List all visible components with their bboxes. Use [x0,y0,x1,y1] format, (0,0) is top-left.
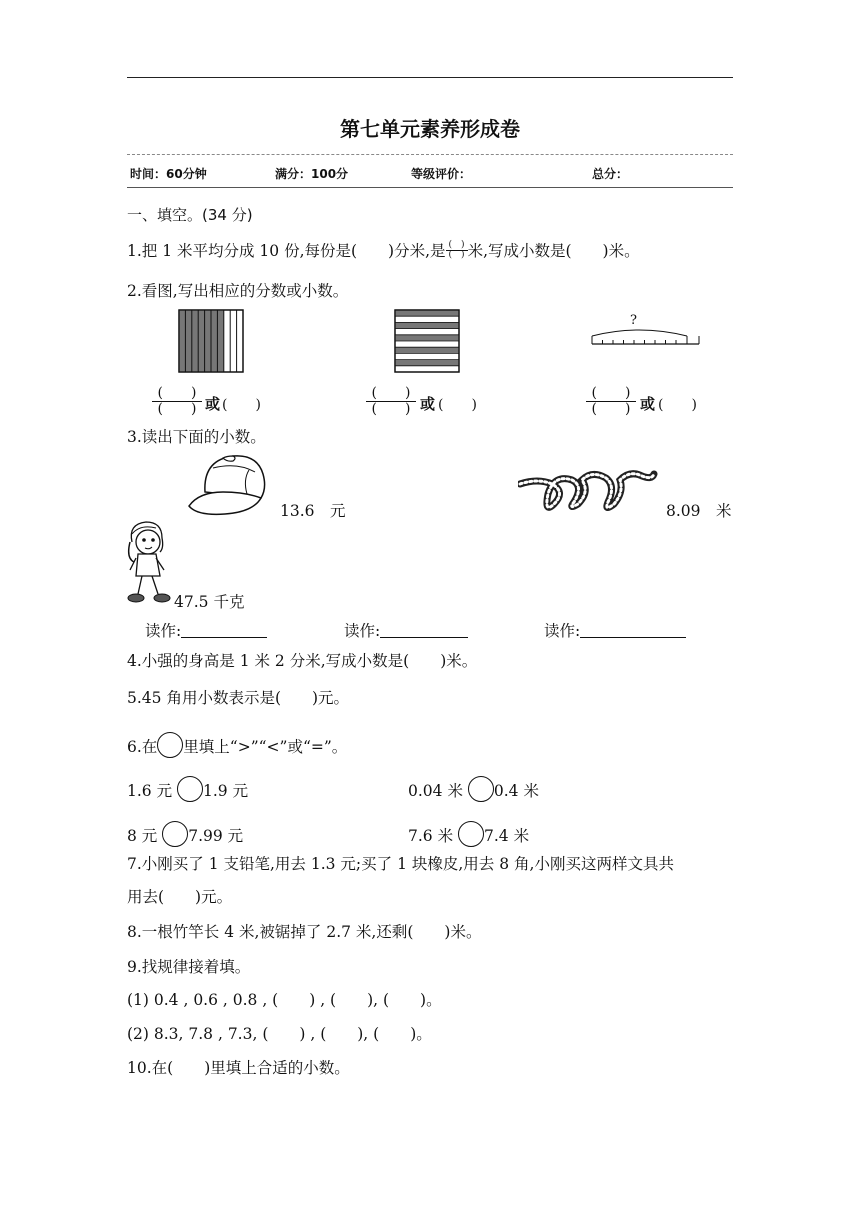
question-10: 10.在( )里填上合适的小数。 [127,1059,350,1077]
q6-text-a: 6.在 [127,738,158,756]
compare-row-1-left [127,776,248,802]
question-1 [127,241,640,262]
question-4: 4.小强的身高是 1 米 2 分米,写成小数是( )米。 [127,652,478,670]
q2-frac-2 [366,386,416,417]
cap-price: 13.6 元 [280,502,346,520]
question-7-line-2: 用去( )元。 [127,888,233,906]
compare-row-1-right [408,776,539,802]
q1-frac-num: ( ) [446,241,468,251]
q6-circle-icon [157,732,183,758]
figure-ruler [589,324,701,348]
cap-illustration [183,452,269,518]
compare-2-right: 0.4 米 [493,782,539,800]
compare-4-circle[interactable] [458,821,484,847]
rope-illustration [518,464,658,520]
question-9: 9.找规律接着填。 [127,958,251,976]
compare-1-right: 1.9 元 [203,782,249,800]
compare-4-right: 7.4 米 [484,827,530,845]
read-blank-1[interactable] [181,622,267,638]
read-answer-1 [145,619,267,641]
girl-illustration [124,518,174,606]
compare-3-circle[interactable] [162,821,188,847]
question-7-line-1: 7.小刚买了 1 支铅笔,用去 1.3 元;买了 1 块橡皮,用去 8 角,小刚买这两样文具共 [127,855,674,873]
q2-frac-3 [586,386,636,417]
read-label-3: 读作: [544,622,581,640]
q2-or-1: 或 [205,395,221,413]
read-answer-3 [544,619,686,641]
read-answer-2 [344,619,468,641]
read-label-2: 读作: [344,622,381,640]
question-6 [127,732,347,758]
header-rule [127,77,733,78]
compare-2-left: 0.04 米 [408,782,463,800]
q6-text-b: 里填上“>”“<”或“=”。 [183,738,348,756]
question-2: 2.看图,写出相应的分数或小数。 [127,282,349,300]
q2-frac-2-den: ( ) [371,401,411,417]
q2-frac-1 [152,386,202,417]
q2-frac-1-den: ( ) [157,401,197,417]
compare-2-circle[interactable] [468,776,494,802]
q2-frac-1-num: ( ) [152,386,202,402]
q2-blank-1: ( ) [222,397,261,413]
q2-frac-2-num: ( ) [366,386,416,402]
girl-weight: 47.5 千克 [174,593,245,611]
q1-frac-den: ( ) [448,249,465,260]
q1-fraction [446,241,468,260]
q2-or-2: 或 [420,395,436,413]
figure-horizontal-bars [394,309,460,373]
question-5: 5.45 角用小数表示是( )元。 [127,689,350,707]
section-heading: 一、填空。(34 分) [127,206,253,224]
q2-frac-3-num: ( ) [586,386,636,402]
read-blank-2[interactable] [380,622,468,638]
info-grade: 等级评价： [411,167,472,181]
read-blank-3[interactable] [580,622,686,638]
compare-1-circle[interactable] [177,776,203,802]
rope-length: 8.09 米 [666,502,732,520]
q1-text-a: 1.把 1 米平均分成 10 份,每份是( )分米,是 [127,242,446,260]
info-time: 时间：60分钟 [130,167,207,181]
ruler-question-mark: ? [630,313,637,328]
info-divider [127,187,733,188]
compare-row-2-left [127,821,243,847]
info-score: 满分：100分 [275,167,349,181]
info-total: 总分： [592,167,629,181]
q2-blank-3: ( ) [658,397,697,413]
page-title: 第七单元素养形成卷 [340,117,520,141]
dashed-divider [127,154,733,155]
q2-or-3: 或 [640,395,656,413]
compare-1-left: 1.6 元 [127,782,173,800]
compare-3-left: 8 元 [127,827,158,845]
compare-row-2-right [408,821,529,847]
question-3: 3.读出下面的小数。 [127,428,266,446]
figure-striped-square [178,309,244,373]
compare-4-left: 7.6 米 [408,827,454,845]
q2-blank-2: ( ) [438,397,477,413]
q2-frac-3-den: ( ) [591,401,631,417]
q1-text-b: 米,写成小数是( )米。 [467,242,640,260]
compare-3-right: 7.99 元 [188,827,244,845]
question-9-part-1: (1) 0.4 , 0.6 , 0.8 , ( ) , ( ), ( )。 [127,991,442,1009]
question-8: 8.一根竹竿长 4 米,被锯掉了 2.7 米,还剩( )米。 [127,923,482,941]
read-label-1: 读作: [145,622,182,640]
question-9-part-2: (2) 8.3, 7.8 , 7.3, ( ) , ( ), ( )。 [127,1025,432,1043]
